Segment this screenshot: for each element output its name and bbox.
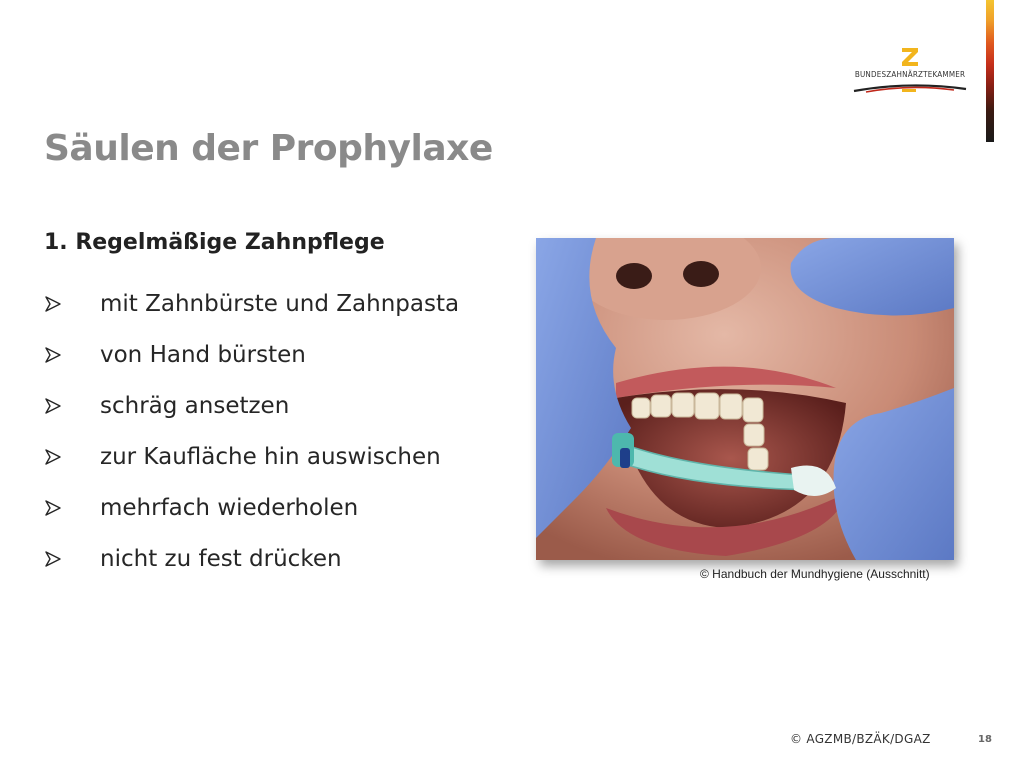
arrow-bullet-icon <box>44 295 62 313</box>
arrow-bullet-icon <box>44 448 62 466</box>
bullet-item <box>44 278 459 329</box>
bullet-item <box>44 482 459 533</box>
bullet-text: von Hand bürsten <box>100 341 306 368</box>
bullet-list <box>44 278 459 584</box>
arrow-bullet-icon <box>44 550 62 568</box>
page-number: 18 <box>978 734 992 745</box>
arrow-bullet-icon <box>44 346 62 364</box>
slide-title: Säulen der Prophylaxe <box>44 128 493 169</box>
arrow-bullet-icon <box>44 397 62 415</box>
bullet-item <box>44 431 459 482</box>
bullet-item <box>44 533 459 584</box>
logo-swoosh <box>852 81 968 95</box>
bullet-item <box>44 329 459 380</box>
bullet-text: mehrfach wiederholen <box>100 494 359 521</box>
dental-photo <box>536 238 954 560</box>
flag-stripe <box>986 0 994 142</box>
bullet-text: schräg ansetzen <box>100 392 290 419</box>
bullet-text: mit Zahnbürste und Zahnpasta <box>100 290 460 317</box>
toothbrushing-illustration <box>536 238 954 560</box>
logo-z-icon <box>900 46 920 68</box>
bullet-item <box>44 380 459 431</box>
photo-caption: © Handbuch der Mundhygiene (Ausschnitt) <box>700 567 930 581</box>
footer-copyright: © AGZMB/BZÄK/DGAZ <box>790 732 931 746</box>
arrow-bullet-icon <box>44 499 62 517</box>
logo <box>850 46 970 98</box>
bullet-text: nicht zu fest drücken <box>100 545 342 572</box>
bullet-text: zur Kaufläche hin auswischen <box>100 443 441 470</box>
logo-text: BUNDESZAHNÄRZTEKAMMER <box>854 70 966 79</box>
slide-subheading: 1. Regelmäßige Zahnpflege <box>44 230 385 255</box>
